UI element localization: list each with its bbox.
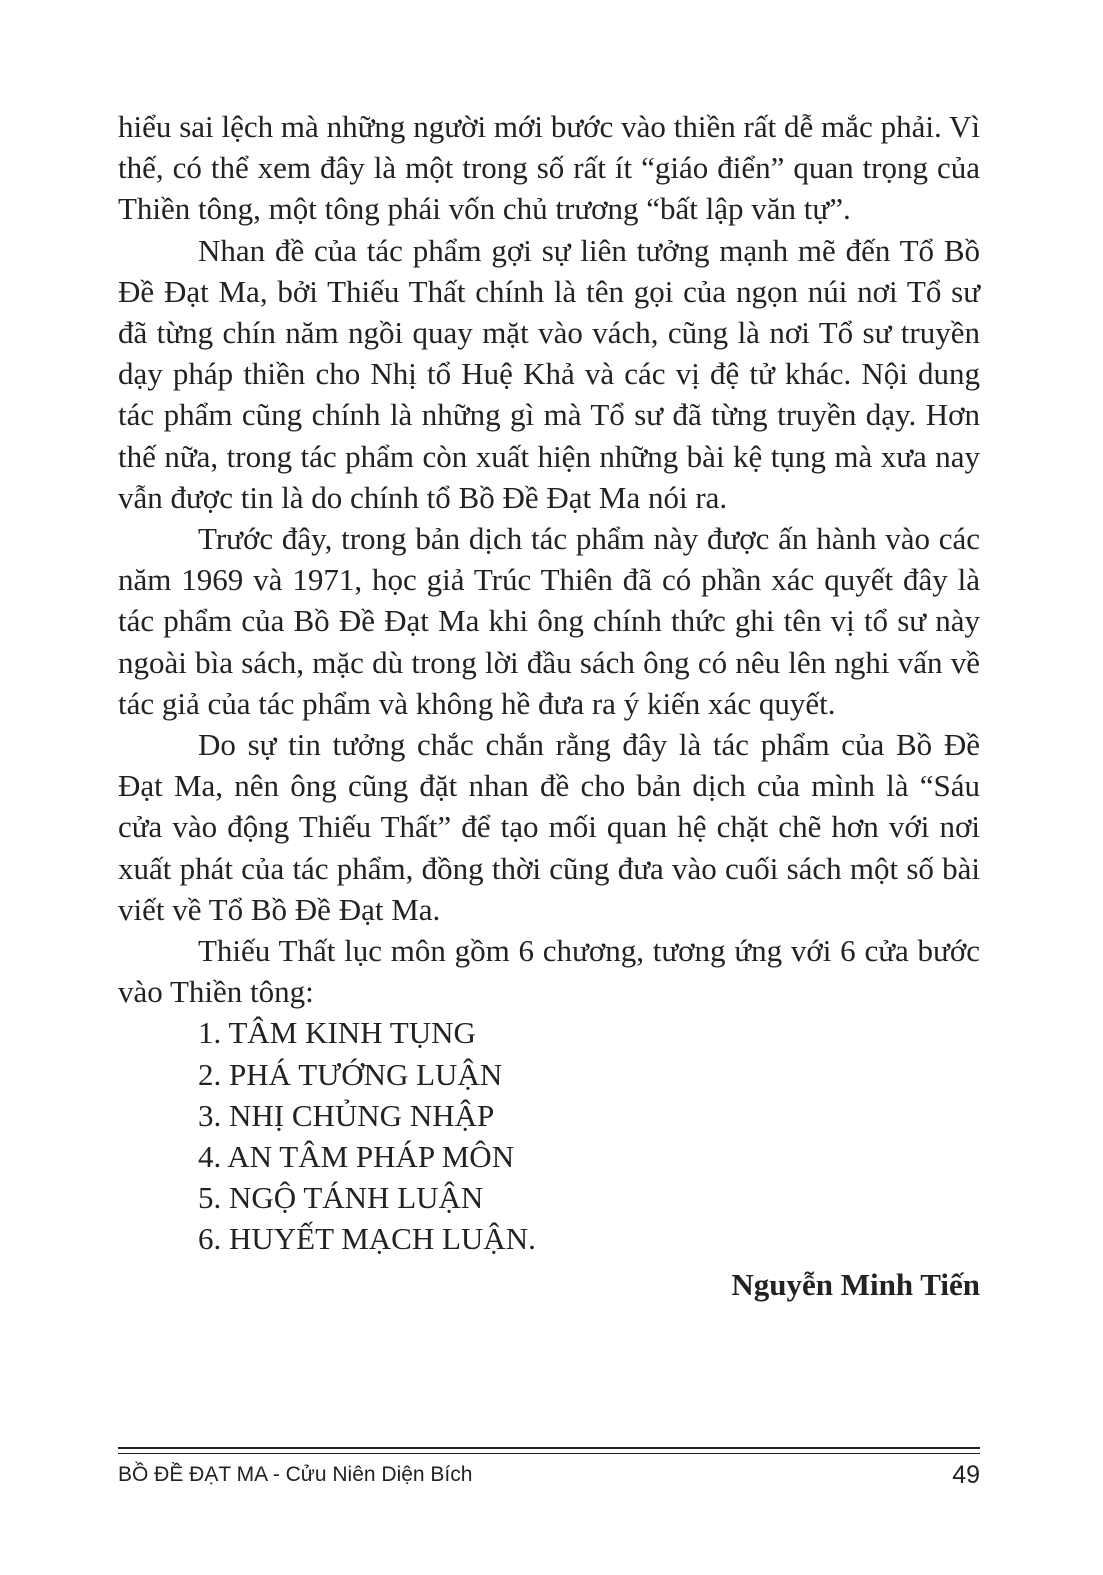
chapter-item-6: 6. HUYẾT MẠCH LUẬN. [198,1221,536,1257]
page-footer [118,1458,980,1492]
chapter-item-4: 4. AN TÂM PHÁP MÔN [198,1139,515,1175]
chapter-item-2: 2. PHÁ TƯỚNG LUẬN [198,1056,503,1092]
paragraph-2: Nhan đề của tác phẩm gợi sự liên tưởng mạnh mẽ đến Tổ Bồ Đề Đạt Ma, bởi Thiếu Thất chính là tên gọi của ngọn núi nơi Tổ sư đã từng chín năm ngồi quay mặt vào vách, cũng là nơi Tổ sư truyền dạy pháp thiền cho Nhị tổ Huệ Khả và các vị đệ tử khác. Nội dung tác phẩm cũng chính là những gì mà Tổ sư đã từng truyền dạy. Hơn thế nữa, trong tác phẩm còn xuất hiện những bài kệ tụng mà xưa nay vẫn được tin là do chính tổ Bồ Đề Đạt Ma nói ra. [118,232,980,515]
chapter-list [118,1012,980,1259]
footer-divider [118,1447,980,1454]
chapter-item-3: 3. NHỊ CHỦNG NHẬP [198,1097,495,1133]
paragraph-4: Do sự tin tưởng chắc chắn rằng đây là tác phẩm của Bồ Đề Đạt Ma, nên ông cũng đặt nhan đề cho bản dịch của mình là “Sáu cửa vào động Thiếu Thất” để tạo mối quan hệ chặt chẽ hơn với nơi xuất phát của tác phẩm, đồng thời cũng đưa vào cuối sách một số bài viết về Tổ Bồ Đề Đạt Ma. [118,727,980,927]
paragraph-3: Trước đây, trong bản dịch tác phẩm này được ấn hành vào các năm 1969 và 1971, học giả Trúc Thiên đã có phần xác quyết đây là tác phẩm của Bồ Đề Đạt Ma khi ông chính thức ghi tên vị tổ sư này ngoài bìa sách, mặc dù trong lời đầu sách ông có nêu lên nghi vấn về tác giả của tác phẩm và không hề đưa ra ý kiến xác quyết. [118,521,980,721]
chapter-item-5: 5. NGỘ TÁNH LUẬN [198,1180,484,1216]
paragraph-1: hiểu sai lệch mà những người mới bước vào thiền rất dễ mắc phải. Vì thế, có thể xem đây là một trong số rất ít “giáo điển” quan trọng của Thiền tông, một tông phái vốn chủ trương “bất lập văn tự”. [118,109,980,227]
page-number: 49 [952,1460,980,1489]
chapter-item-1: 1. TÂM KINH TỤNG [198,1015,476,1051]
page-body [118,106,980,1305]
paragraph-5: Thiếu Thất lục môn gồm 6 chương, tương ứng với 6 cửa bước vào Thiền tông: [118,933,980,1010]
running-title: BỒ ĐỀ ĐẠT MA - Cửu Niên Diện Bích [118,1463,473,1486]
author-signature: Nguyễn Minh Tiến [731,1266,980,1302]
